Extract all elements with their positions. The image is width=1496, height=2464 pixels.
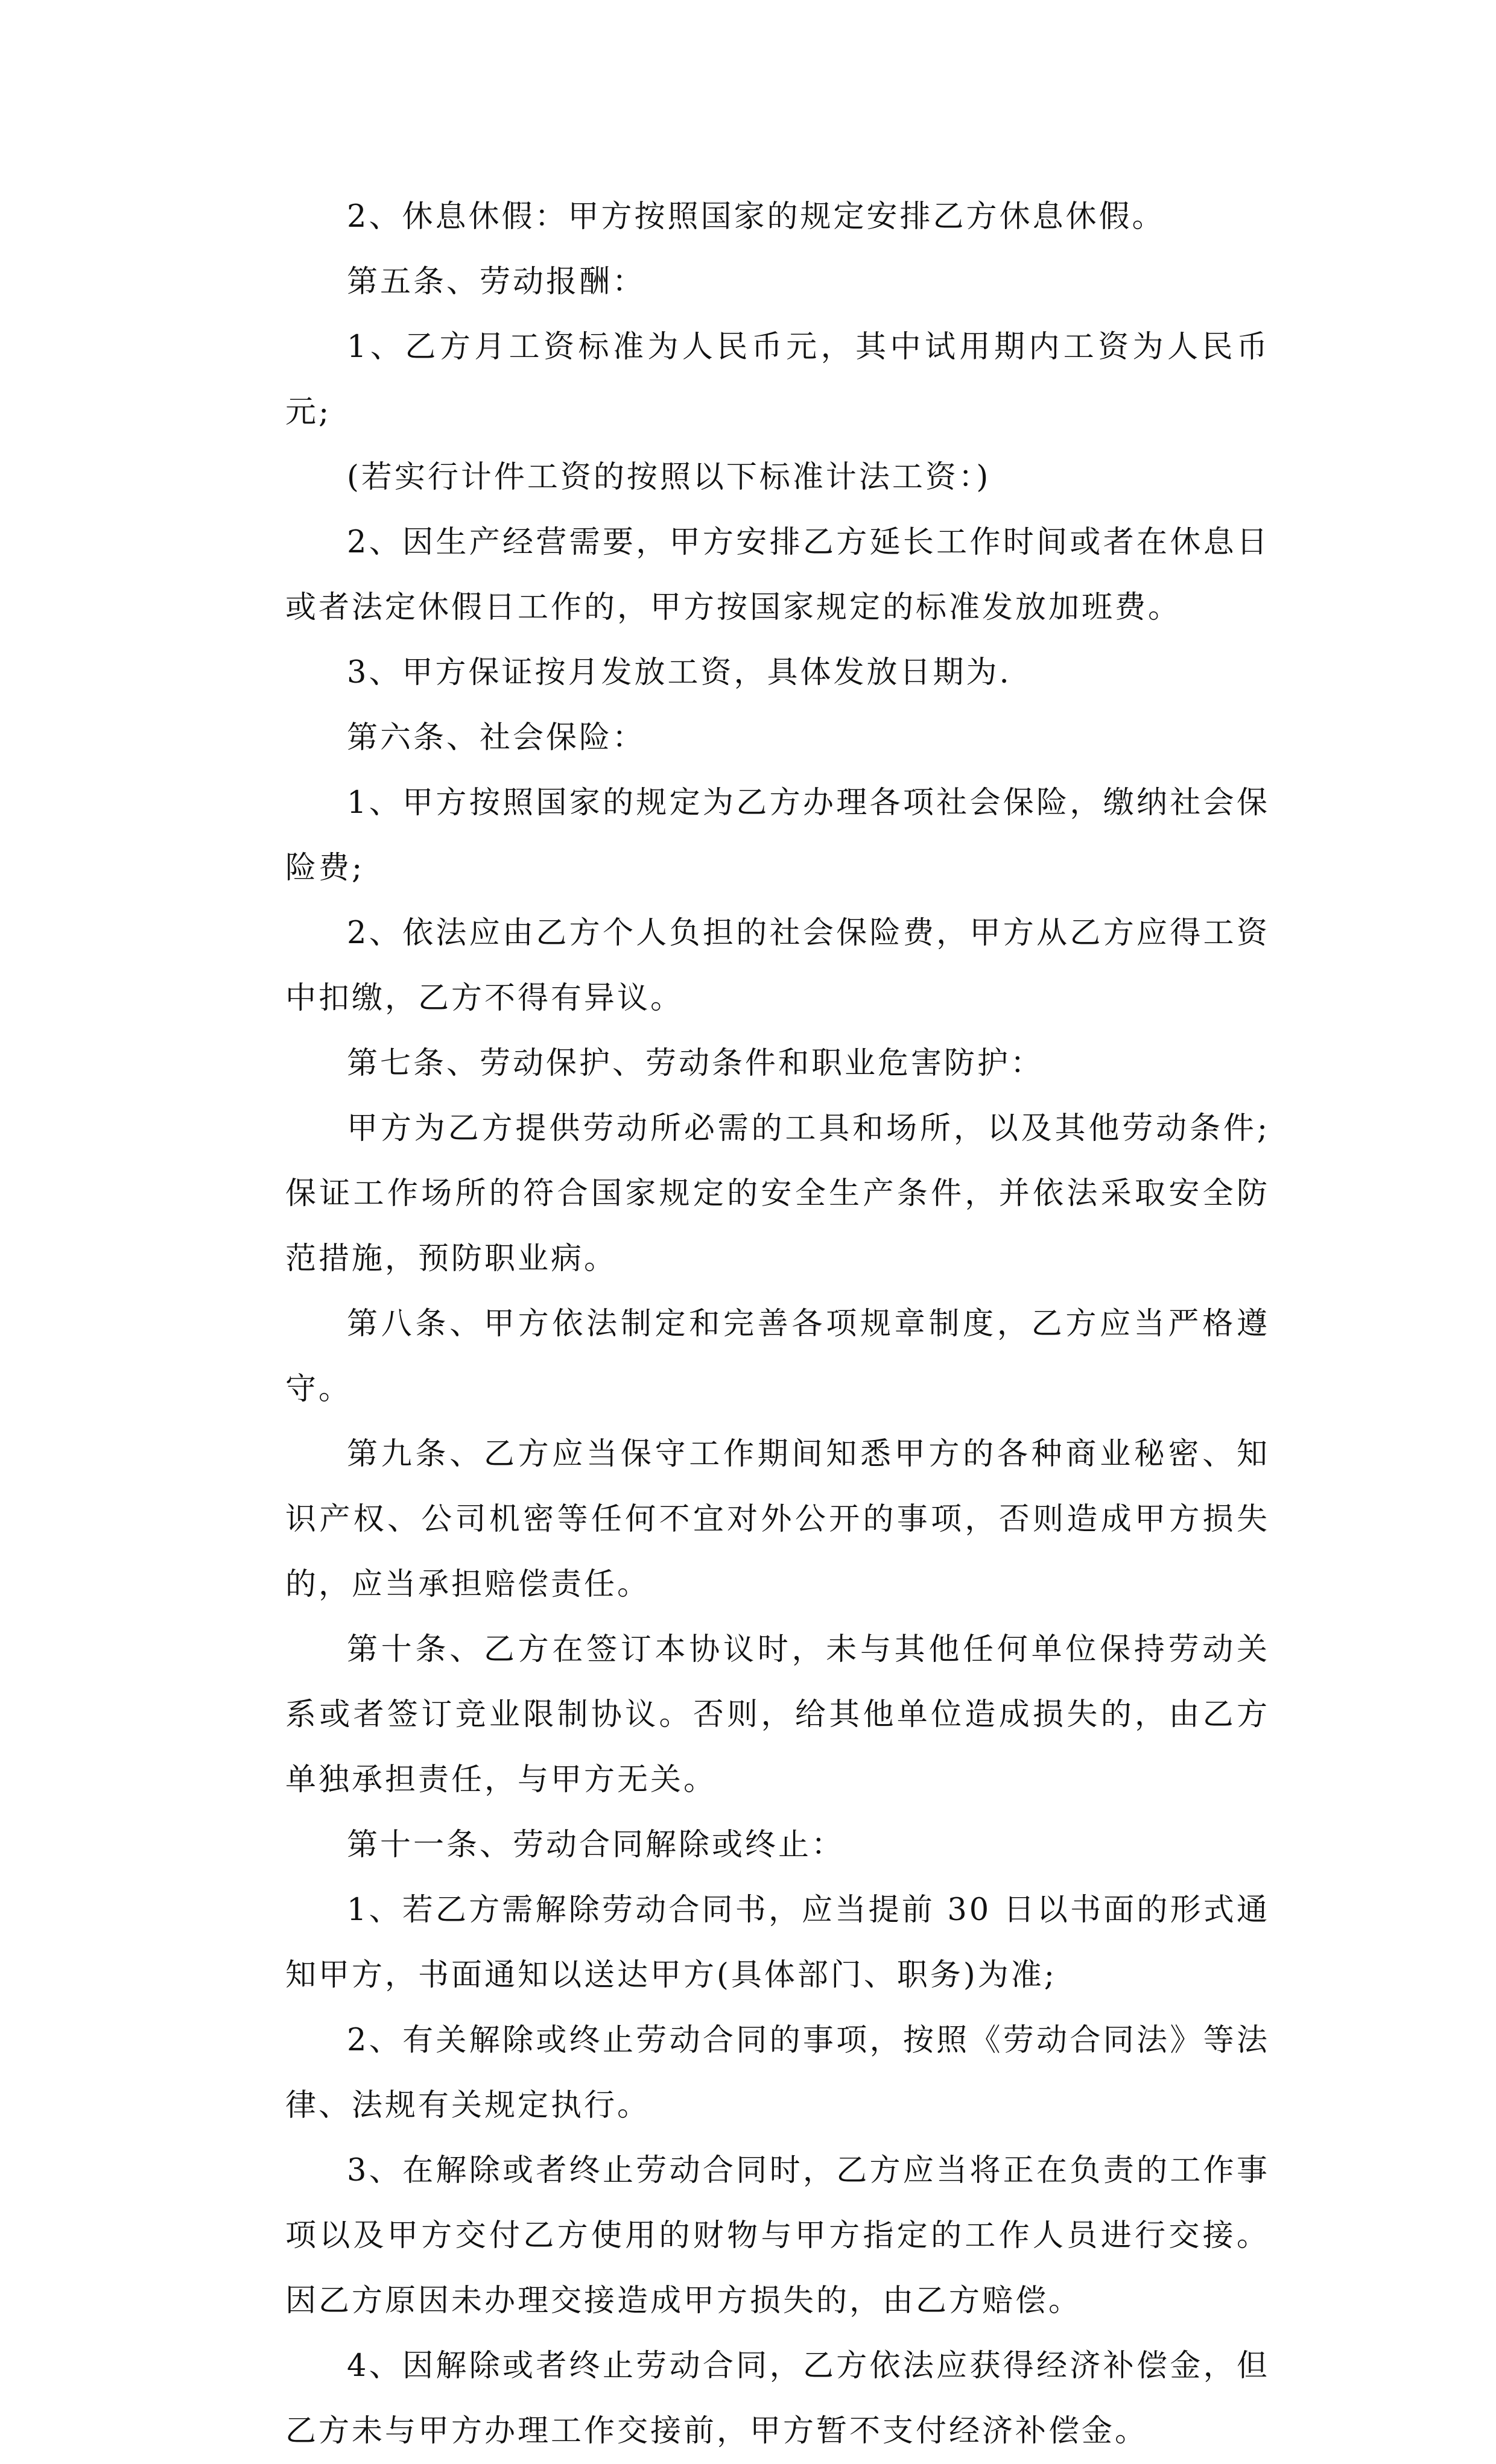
paragraph-termination-law: 2、有关解除或终止劳动合同的事项，按照《劳动合同法》等法律、法规有关规定执行。 [285, 2023, 1270, 2123]
article-5-heading: 第五条、劳动报酬： [347, 264, 646, 300]
article-8: 第八条、甲方依法制定和完善各项规章制度，乙方应当严格遵守。 [285, 1306, 1270, 1407]
article-7-heading: 第七条、劳动保护、劳动条件和职业危害防护： [347, 1046, 1044, 1081]
article-9: 第九条、乙方应当保守工作期间知悉甲方的各种商业秘密、知识产权、公司机密等任何不宜对外公开的事项，否则造成甲方损失的，应当承担赔偿责任。 [285, 1436, 1270, 1602]
paragraph-overtime-pay: 2、因生产经营需要，甲方安排乙方延长工作时间或者在休息日或者法定休假日工作的，甲方按国家规定的标准发放加班费。 [285, 525, 1270, 625]
paragraph-compensation: 4、因解除或者终止劳动合同，乙方依法应获得经济补偿金，但乙方未与甲方办理工作交接前，甲方暂不支付经济补偿金。 [285, 2348, 1270, 2449]
paragraph-piece-rate-note: (若实行计件工资的按照以下标准计法工资：) [347, 460, 991, 495]
article-11-heading: 第十一条、劳动合同解除或终止： [347, 1827, 845, 1863]
paragraph-monthly-salary: 1、乙方月工资标准为人民币元，其中试用期内工资为人民币元; [285, 329, 1270, 430]
paragraph-handover: 3、在解除或者终止劳动合同时，乙方应当将正在负责的工作事项以及甲方交付乙方使用的财物与甲方指定的工作人员进行交接。因乙方原因未办理交接造成甲方损失的，由乙方赔偿。 [285, 2153, 1270, 2319]
paragraph-resignation-notice: 1、若乙方需解除劳动合同书，应当提前 30 日以书面的形式通知甲方，书面通知以送达甲方(具体部门、职务)为准; [285, 1892, 1270, 1993]
paragraph-rest-leave: 2、休息休假：甲方按照国家的规定安排乙方休息休假。 [347, 199, 1165, 235]
paragraph-social-insurance: 1、甲方按照国家的规定为乙方办理各项社会保险，缴纳社会保险费; [285, 785, 1270, 886]
paragraph-labor-protection: 甲方为乙方提供劳动所必需的工具和场所，以及其他劳动条件;保证工作场所的符合国家规定的安全生产条件，并依法采取安全防范措施，预防职业病。 [285, 1111, 1270, 1277]
paragraph-pay-date: 3、甲方保证按月发放工资，具体发放日期为. [347, 655, 1012, 690]
article-6-heading: 第六条、社会保险： [347, 720, 646, 756]
document-body [285, 185, 1270, 2464]
paragraph-insurance-deduction: 2、依法应由乙方个人负担的社会保险费，甲方从乙方应得工资中扣缴，乙方不得有异议。 [285, 915, 1270, 1016]
article-10: 第十条、乙方在签订本协议时，未与其他任何单位保持劳动关系或者签订竞业限制协议。否则，给其他单位造成损失的，由乙方单独承担责任，与甲方无关。 [285, 1632, 1270, 1798]
